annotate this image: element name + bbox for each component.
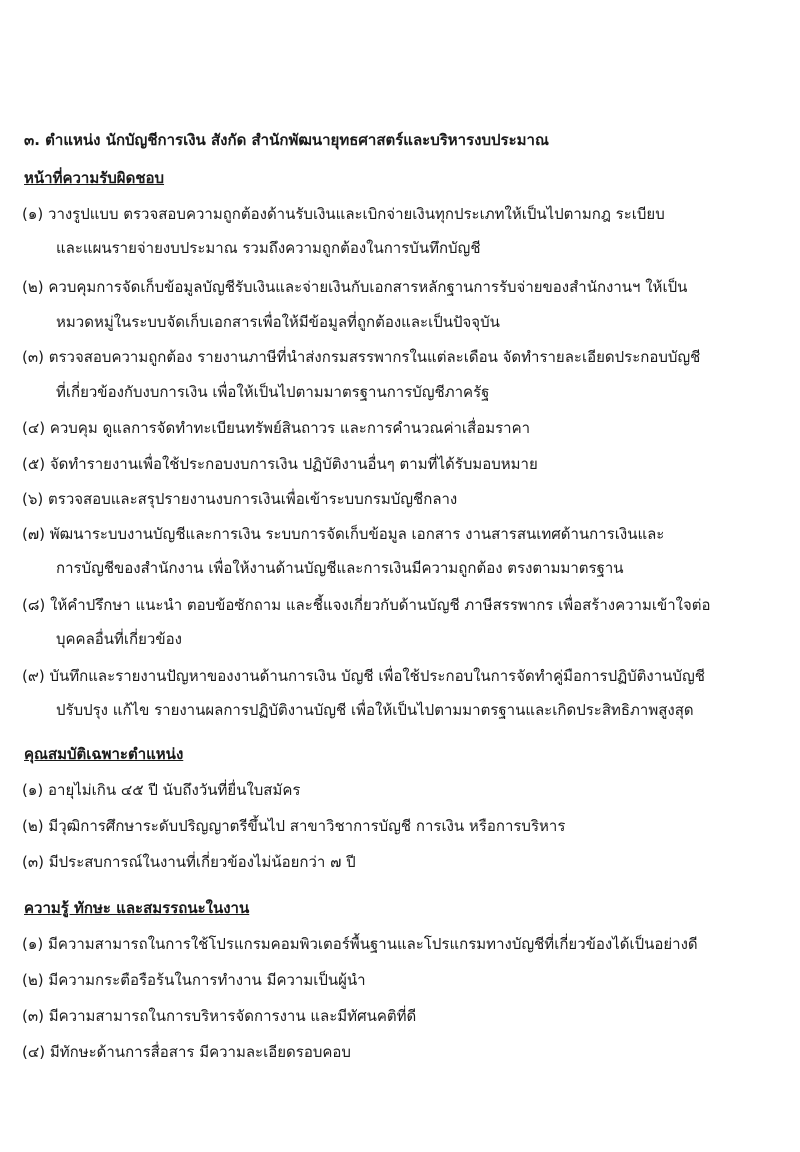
item-text: ควบคุม ดูแลการจัดทำทะเบียนทรัพย์สินถาวร และการคำนวณค่าเสื่อมราคา — [49, 419, 531, 437]
duty-item — [22, 664, 705, 688]
qualifications-title: คุณสมบัติเฉพาะตำแหน่ง — [24, 745, 184, 763]
item-text: บันทึกและรายงานปัญหาของงานด้านการเงิน บัญชี เพื่อใช้ประกอบในการจัดทำคู่มือการปฏิบัติงานบัญชี — [49, 667, 705, 685]
duty-item — [22, 202, 665, 226]
item-number: (๔) — [22, 1043, 46, 1061]
item-text: วางรูปแบบ ตรวจสอบความถูกต้องด้านรับเงินและเบิกจ่ายเงินทุกประเภทให้เป็นไปตามกฎ ระเบียบ — [48, 205, 665, 223]
duty-item-continuation: ปรับปรุง แก้ไข รายงานผลการปฏิบัติงานบัญชี เพื่อให้เป็นไปตามมาตรฐานและเกิดประสิทธิภาพสูงสุด — [56, 701, 694, 719]
item-text: ให้คำปรึกษา แนะนำ ตอบข้อซักถาม และชี้แจงเกี่ยวกับด้านบัญชี ภาษีสรรพากร เพื่อสร้างความเข้าใจต่อ — [50, 596, 711, 614]
duty-item — [22, 452, 538, 476]
item-text: มีความสามารถในการใช้โปรแกรมคอมพิวเตอร์พื้นฐานและโปรแกรมทางบัญชีที่เกี่ยวข้องได้เป็นอย่างดี — [48, 935, 698, 953]
item-number: (๑) — [22, 935, 44, 953]
item-number: (๕) — [22, 455, 46, 473]
skill-item — [22, 932, 698, 956]
duty-item — [22, 593, 711, 617]
skills-title: ความรู้ ทักษะ และสมรรถนะในงาน — [24, 899, 250, 917]
position-heading: ๓. ตำแหน่ง นักบัญชีการเงิน สังกัด สำนักพัฒนายุทธศาสตร์และบริหารงบประมาณ — [24, 131, 549, 149]
duty-item-continuation: หมวดหมู่ในระบบจัดเก็บเอกสารเพื่อให้มีข้อมูลที่ถูกต้องและเป็นปัจจุบัน — [56, 313, 500, 331]
item-number: (๔) — [22, 419, 46, 437]
item-number: (๒) — [22, 278, 44, 296]
item-number: (๓) — [22, 348, 44, 366]
item-text: ตรวจสอบความถูกต้อง รายงานภาษีที่นำส่งกรมสรรพากรในแต่ละเดือน จัดทำรายละเอียดประกอบบัญชี — [48, 348, 701, 366]
qualification-item — [22, 778, 300, 802]
duty-item — [22, 487, 457, 511]
duty-item — [22, 416, 530, 440]
item-number: (๒) — [22, 971, 44, 989]
item-number: (๑) — [22, 781, 44, 799]
item-text: มีทักษะด้านการสื่อสาร มีความละเอียดรอบคอบ — [49, 1043, 351, 1061]
item-number: (๓) — [22, 1007, 44, 1025]
item-number: (๒) — [22, 817, 44, 835]
duty-item — [22, 275, 687, 299]
item-text: ตรวจสอบและสรุปรายงานงบการเงินเพื่อเข้าระบบกรมบัญชีกลาง — [48, 490, 458, 508]
item-text: มีประสบการณ์ในงานที่เกี่ยวข้องไม่น้อยกว่า ๗ ปี — [48, 853, 356, 871]
item-text: พัฒนาระบบงานบัญชีและการเงิน ระบบการจัดเก็บข้อมูล เอกสาร งานสารสนเทศด้านการเงินและ — [49, 525, 665, 543]
item-number: (๘) — [22, 596, 46, 614]
duty-item — [22, 345, 700, 369]
qualification-item — [22, 814, 565, 838]
item-number: (๗) — [22, 525, 45, 543]
item-number: (๓) — [22, 853, 44, 871]
qualification-item — [22, 850, 356, 874]
item-text: ควบคุมการจัดเก็บข้อมูลบัญชีรับเงินและจ่ายเงินกับเอกสารหลักฐานการรับจ่ายของสำนักงานฯ ให้เป็น — [48, 278, 688, 296]
item-text: มีความกระตือรือร้นในการทำงาน มีความเป็นผู้นำ — [48, 971, 366, 989]
skill-item — [22, 968, 366, 992]
item-text: มีความสามารถในการบริหารจัดการงาน และมีทัศนคติที่ดี — [48, 1007, 417, 1025]
duty-item-continuation: บุคคลอื่นที่เกี่ยวข้อง — [56, 630, 182, 648]
item-text: มีวุฒิการศึกษาระดับปริญญาตรีขึ้นไป สาขาวิชาการบัญชี การเงิน หรือการบริหาร — [48, 817, 566, 835]
duty-item-continuation: การบัญชีของสำนักงาน เพื่อให้งานด้านบัญชีและการเงินมีความถูกต้อง ตรงตามมาตรฐาน — [56, 559, 624, 577]
duty-item-continuation: ที่เกี่ยวข้องกับงบการเงิน เพื่อให้เป็นไปตามมาตรฐานการบัญชีภาครัฐ — [56, 383, 490, 401]
duty-item — [22, 522, 664, 546]
item-number: (๖) — [22, 490, 44, 508]
item-text: จัดทำรายงานเพื่อใช้ประกอบงบการเงิน ปฏิบัติงานอื่นๆ ตามที่ได้รับมอบหมาย — [49, 455, 538, 473]
item-number: (๑) — [22, 205, 44, 223]
skill-item — [22, 1040, 351, 1064]
item-text: อายุไม่เกิน ๔๕ ปี นับถึงวันที่ยื่นใบสมัคร — [48, 781, 301, 799]
item-number: (๙) — [22, 667, 45, 685]
duty-item-continuation: และแผนรายจ่ายงบประมาณ รวมถึงความถูกต้องในการบันทึกบัญชี — [56, 239, 481, 257]
skill-item — [22, 1004, 416, 1028]
duties-title: หน้าที่ความรับผิดชอบ — [24, 169, 165, 187]
